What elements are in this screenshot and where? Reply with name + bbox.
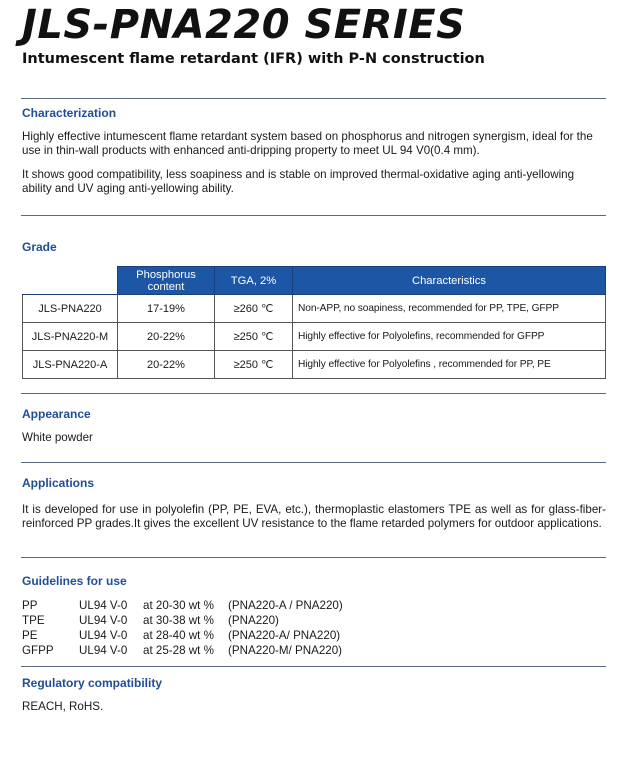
appearance-text: White powder bbox=[22, 431, 93, 444]
grade-label: (PNA220) bbox=[228, 614, 279, 627]
column-header-phosphorus: Phosphorus content bbox=[118, 267, 215, 295]
column-header-tga: TGA, 2% bbox=[215, 267, 293, 295]
phosphorus-cell: 20-22% bbox=[118, 351, 215, 379]
polymer-label: PP bbox=[22, 599, 38, 612]
phosphorus-cell: 20-22% bbox=[118, 323, 215, 351]
grade-label: (PNA220-A / PNA220) bbox=[228, 599, 343, 612]
divider bbox=[21, 215, 606, 216]
loading-label: at 25-28 wt % bbox=[143, 644, 214, 657]
guidelines-heading: Guidelines for use bbox=[22, 574, 127, 588]
rating-label: UL94 V-0 bbox=[79, 614, 128, 627]
grade-table bbox=[22, 266, 606, 379]
grade-name-cell: JLS-PNA220-A bbox=[23, 351, 118, 379]
loading-label: at 20-30 wt % bbox=[143, 599, 214, 612]
tga-cell: ≥250 ℃ bbox=[215, 323, 293, 351]
divider bbox=[21, 557, 606, 558]
divider bbox=[21, 666, 606, 667]
grade-label: (PNA220-M/ PNA220) bbox=[228, 644, 343, 657]
characterization-heading: Characterization bbox=[22, 106, 117, 120]
page-subtitle: Intumescent flame retardant (IFR) with P-N construction bbox=[22, 51, 485, 67]
list-item bbox=[22, 613, 343, 628]
polymer-label: GFPP bbox=[22, 644, 54, 657]
regulatory-text: REACH, RoHS. bbox=[22, 700, 104, 713]
characterization-paragraph-2: It shows good compatibility, less soapiness and is stable on improved thermal-oxidative aging anti-yellowing ability and UV aging anti-yellowing ability. bbox=[22, 168, 575, 195]
divider bbox=[21, 98, 606, 99]
table-row bbox=[23, 351, 606, 379]
list-item bbox=[22, 643, 343, 658]
loading-label: at 30-38 wt % bbox=[143, 614, 214, 627]
column-header-characteristics: Characteristics bbox=[293, 267, 606, 295]
phosphorus-cell: 17-19% bbox=[118, 295, 215, 323]
list-item bbox=[22, 598, 343, 613]
characterization-paragraph-1: Highly effective intumescent flame retardant system based on phosphorus and nitrogen synergism, ideal for the use in thin-wall products with enhanced anti-dripping property to meet UL 94 V0(0.4 mm). bbox=[22, 130, 593, 157]
divider bbox=[21, 462, 606, 463]
guidelines-list bbox=[22, 598, 343, 658]
characteristics-cell: Highly effective for Polyolefins, recommended for GFPP bbox=[293, 323, 606, 351]
characteristics-cell: Highly effective for Polyolefins , recommended for PP, PE bbox=[293, 351, 606, 379]
tga-cell: ≥250 ℃ bbox=[215, 351, 293, 379]
polymer-label: TPE bbox=[22, 614, 45, 627]
grade-heading: Grade bbox=[22, 240, 57, 254]
loading-label: at 28-40 wt % bbox=[143, 629, 214, 642]
table-header-row bbox=[23, 267, 606, 295]
table-header-blank bbox=[23, 267, 118, 295]
applications-heading: Applications bbox=[22, 476, 95, 490]
regulatory-heading: Regulatory compatibility bbox=[22, 676, 163, 690]
table-row bbox=[23, 323, 606, 351]
grade-label: (PNA220-A/ PNA220) bbox=[228, 629, 341, 642]
rating-label: UL94 V-0 bbox=[79, 599, 128, 612]
grade-name-cell: JLS-PNA220 bbox=[23, 295, 118, 323]
polymer-label: PE bbox=[22, 629, 38, 642]
divider bbox=[21, 393, 606, 394]
rating-label: UL94 V-0 bbox=[79, 629, 128, 642]
tga-cell: ≥260 ℃ bbox=[215, 295, 293, 323]
applications-text: It is developed for use in polyolefin (PP, PE, EVA, etc.), thermoplastic elastomers TPE as well as for glass-fiber-reinforced PP grades.It gives the excellent UV resistance to the flame retarded polymers for outdoor applications. bbox=[22, 503, 606, 530]
characteristics-cell: Non-APP, no soapiness, recommended for PP, TPE, GFPP bbox=[293, 295, 606, 323]
appearance-heading: Appearance bbox=[22, 407, 91, 421]
grade-name-cell: JLS-PNA220-M bbox=[23, 323, 118, 351]
page-title: JLS-PNA220 SERIES bbox=[22, 2, 466, 48]
list-item bbox=[22, 628, 343, 643]
table-row bbox=[23, 295, 606, 323]
rating-label: UL94 V-0 bbox=[79, 644, 128, 657]
